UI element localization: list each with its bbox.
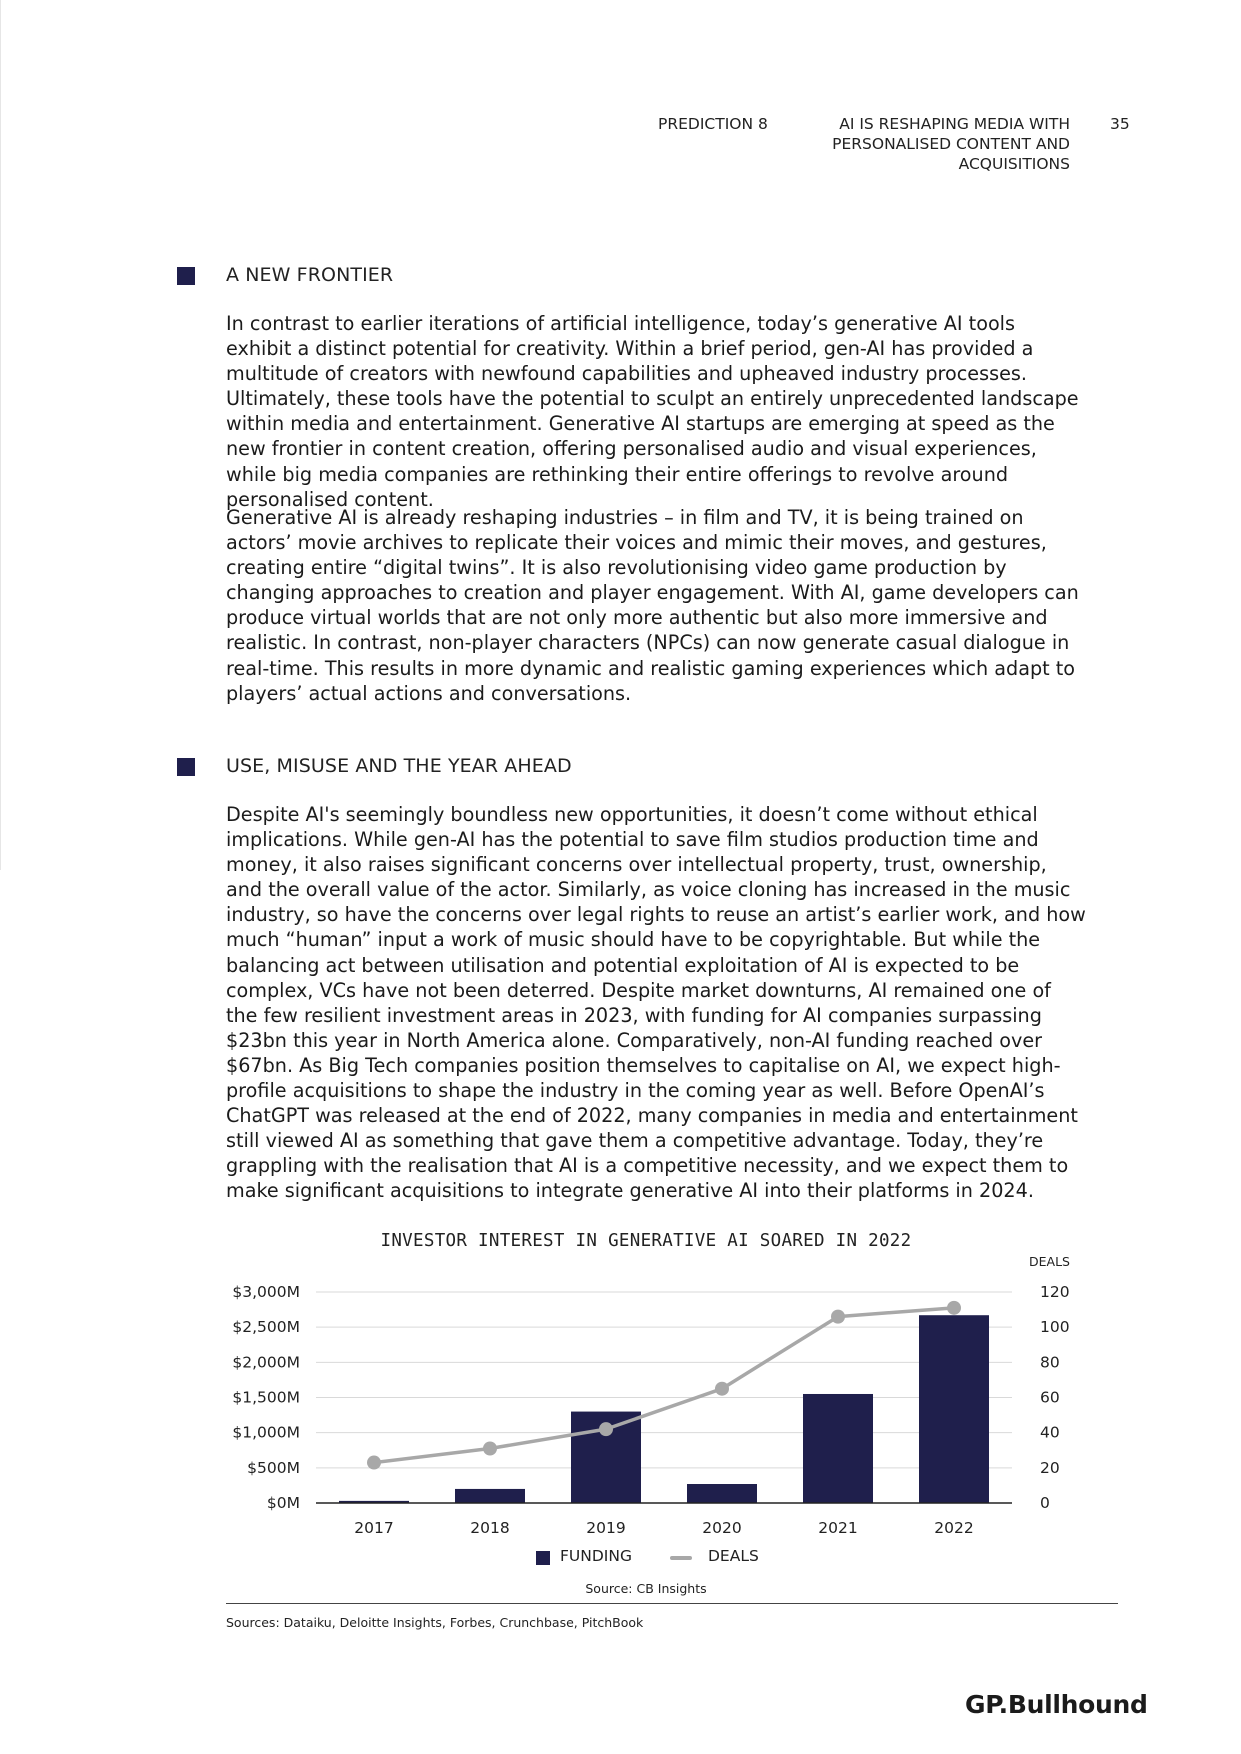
y-right-axis-label: DEALS — [1029, 1254, 1070, 1269]
y-left-tick-label: $0M — [266, 1494, 300, 1512]
section-title: A NEW FRONTIER — [226, 264, 394, 286]
deals-point — [831, 1310, 845, 1324]
y-left-tick-label: $1,500M — [232, 1388, 300, 1407]
section-title: USE, MISUSE AND THE YEAR AHEAD — [226, 755, 572, 777]
y-right-tick-label: 60 — [1040, 1388, 1060, 1407]
y-left-tick-label: $2,500M — [232, 1318, 300, 1337]
deals-point — [483, 1441, 497, 1455]
funding-bar — [455, 1489, 525, 1503]
chart-source: Source: CB Insights — [585, 1581, 707, 1596]
legend-deals-label: DEALS — [708, 1547, 759, 1565]
x-tick-label: 2018 — [470, 1519, 510, 1537]
funding-bar — [919, 1315, 989, 1503]
x-tick-label: 2019 — [586, 1519, 626, 1537]
y-left-tick-label: $1,000M — [232, 1423, 300, 1442]
y-right-tick-label: 20 — [1040, 1458, 1060, 1477]
body-paragraph: Generative AI is already reshaping industries – in film and TV, it is being trained on actors’ movie archives to replicate their voices and mimic their moves, and gestures, creating entire “digital twins”. It is also revolutionising video game production by changing approaches to creation and player engagement. With AI, game developers can produce virtual worlds that are not only more authentic but also more immersive and realistic. In contrast, non-player characters (NPCs) can now generate casual dialogue in real-time. This results in more dynamic and realistic gaming experiences which adapt to players’ actual actions and conversations. — [226, 506, 1079, 705]
deals-point — [367, 1456, 381, 1470]
y-right-tick-label: 80 — [1040, 1353, 1060, 1372]
header-title-line: ACQUISITIONS — [958, 155, 1070, 173]
y-right-tick-label: 40 — [1040, 1423, 1060, 1442]
y-right-tick-label: 0 — [1040, 1494, 1050, 1512]
deals-point — [715, 1382, 729, 1396]
page-number: 35 — [1110, 115, 1130, 133]
y-right-tick-label: 100 — [1040, 1318, 1070, 1337]
header-prediction: PREDICTION 8 — [658, 115, 768, 133]
legend-deals-swatch — [670, 1556, 692, 1560]
legend-funding-swatch — [536, 1551, 550, 1565]
x-tick-label: 2020 — [702, 1519, 742, 1537]
brand-logo: GP.Bullhound — [965, 1690, 1148, 1719]
body-paragraph: In contrast to earlier iterations of artificial intelligence, today’s generative AI tools exhibit a distinct potential for creativity. Within a brief period, gen-AI has provided a multitude of creators with newfound capabilities and upheaved industry processes. Ultimately, these tools have the potential to sculpt an entirely unprecedented landscape within media and entertainment. Generative AI startups are emerging at speed as the new frontier in content creation, offering personalised audio and visual experiences, while big media companies are rethinking their entire offerings to revolve around personalised content. — [226, 312, 1079, 511]
legend-funding-label: FUNDING — [560, 1547, 632, 1565]
footer-sources: Sources: Dataiku, Deloitte Insights, Forbes, Crunchbase, PitchBook — [226, 1615, 644, 1630]
header-title-line: PERSONALISED CONTENT AND — [832, 135, 1070, 153]
y-right-tick-label: 120 — [1040, 1283, 1070, 1301]
funding-bar — [687, 1484, 757, 1503]
deals-point — [947, 1301, 961, 1315]
x-tick-label: 2022 — [934, 1519, 974, 1537]
divider — [226, 1603, 1118, 1604]
y-left-tick-label: $500M — [247, 1458, 300, 1477]
y-left-tick-label: $3,000M — [232, 1283, 300, 1301]
x-tick-label: 2017 — [354, 1519, 394, 1537]
body-paragraph: Despite AI's seemingly boundless new opportunities, it doesn’t come without ethical implications. While gen-AI has the potential to save film studios production time and money, it also raises significant concerns over intellectual property, trust, ownership, and the overall value of the actor. Similarly, as voice cloning has increased in the music industry, so have the concerns over legal rights to reuse an artist’s earlier work, and how much “human” input a work of music should have to be copyrightable. But while the balancing act between utilisation and potential exploitation of AI is expected to be complex, VCs have not been deterred. Despite market downturns, AI remained one of the few resilient investment areas in 2023, with funding for AI companies surpassing $23bn this year in North America alone. Comparatively, non-AI funding reached over $67bn. As Big Tech companies position themselves to capitalise on AI, we expect high-profile acquisitions to shape the industry in the coming year as well. Before OpenAI’s ChatGPT was released at the end of 2022, many companies in media and entertainment still viewed AI as something that gave them a competitive advantage. Today, they’re grappling with the realisation that AI is a competitive necessity, and we expect them to make significant acquisitions to integrate generative AI into their platforms in 2024. — [226, 803, 1086, 1203]
y-left-tick-label: $2,000M — [232, 1353, 300, 1372]
x-tick-label: 2021 — [818, 1519, 858, 1537]
funding-bar — [803, 1394, 873, 1503]
deals-point — [599, 1422, 613, 1436]
header-title-line: AI IS RESHAPING MEDIA WITH — [839, 115, 1070, 133]
chart-title: INVESTOR INTEREST IN GENERATIVE AI SOARED IN 2022 — [380, 1231, 912, 1251]
